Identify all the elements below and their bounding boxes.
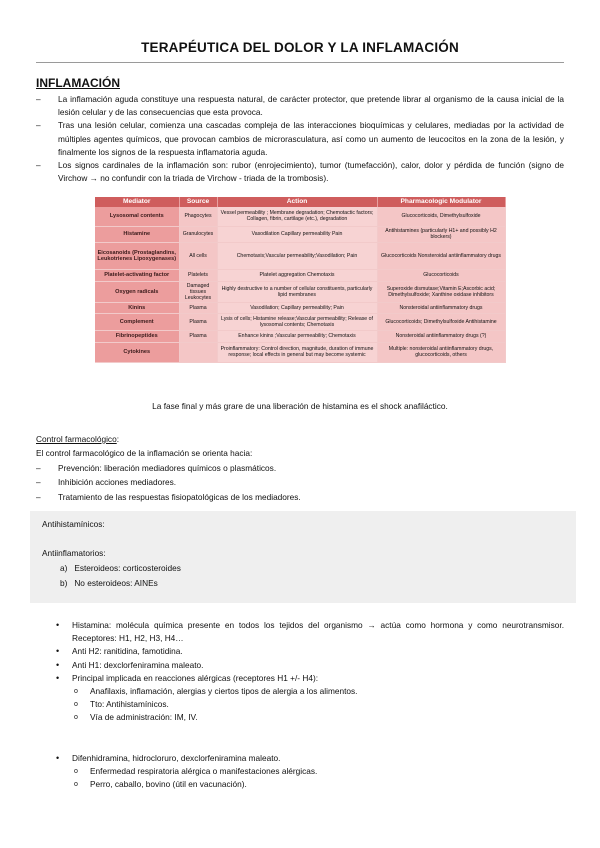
list-item: • Histamina: molécula química presente en todos los tejidos del organismo → actúa como hormona y como neurotransmisor. Receptores: H1, H2, H3, H4…: [56, 620, 564, 644]
mediator-cell: Lysosomal contents: [95, 207, 179, 226]
steroidal-item: a) Esteroideos: corticosteroides: [60, 563, 181, 573]
modulator-cell: Nonsteroidal antiinflammatory drugs: [377, 302, 505, 313]
modulator-cell: Antihistamines (particularly H1+ and possibly H2 blockers): [377, 226, 505, 242]
antiinflammatories-label: Antiinflamatorios:: [42, 548, 106, 558]
page-title: TERAPÉUTICA DEL DOLOR Y LA INFLAMACIÓN: [141, 40, 459, 55]
source-cell: Platelets: [179, 269, 217, 281]
dash-marker: –: [36, 94, 41, 104]
list-item: – Inhibición acciones mediadores.: [36, 477, 177, 488]
modulator-cell: Glucocorticoids: [377, 269, 505, 281]
table-row: [95, 207, 505, 226]
action-cell: Enhance kinins ;Vascular permeability; Chemotaxis: [217, 330, 377, 342]
list-item: • Anti H1: dexclorfeniramina maleato.: [56, 659, 204, 670]
mediator-cell: Fibrinopeptides: [95, 330, 179, 342]
figure-caption: La fase final y más grare de una liberación de histamina es el shock anafiláctico.: [152, 401, 448, 411]
source-cell: Plasma: [179, 330, 217, 342]
table-body: [95, 207, 505, 362]
list-item: • Anti H2: ranitidina, famotidina.: [56, 646, 183, 657]
sub-list-item: o Perro, caballo, bovino (útil en vacunación).: [74, 779, 247, 790]
list-item: • Principal implicada en reacciones alérgicas (receptores H1 +/- H4):: [56, 672, 319, 683]
dash-marker: –: [36, 160, 41, 171]
header-source: Source: [179, 197, 217, 207]
action-cell: Vasodilation; Capillary permeability; Pain: [217, 302, 377, 313]
action-cell: Platelet aggregation Chemotaxis: [217, 269, 377, 281]
antihistamine-drugs-list: [56, 752, 564, 792]
table-row: [95, 269, 505, 281]
control-intro: El control farmacológico de la inflamación se orienta hacia:: [36, 448, 253, 459]
action-cell: Vessel permeability ; Membrane degradation; Chemotactic factors; Collagen, fibrin, cartilage (etc.), degradation: [217, 207, 377, 226]
mediator-cell: Eicosanoids (Prostaglandins, Leukotrienes Lipoxygenases): [95, 242, 179, 269]
modulator-cell: Nonsteroidal antiinflammatory drugs (?): [377, 330, 505, 342]
control-heading: Control farmacológico: [36, 434, 117, 444]
header-action: Action: [217, 197, 377, 207]
mediator-cell: Cytokines: [95, 342, 179, 362]
intro-list: [36, 93, 564, 185]
mediator-cell: Oxygen radicals: [95, 281, 179, 302]
sub-list-item: o Tto: Antihistamínicos.: [74, 699, 169, 710]
table-row: [95, 313, 505, 330]
action-cell: Chemotaxis;Vascular permeability;Vasodilation; Pain: [217, 242, 377, 269]
title-divider: [36, 62, 564, 63]
modulator-cell: Superoxide dismutase;Vitamin E;Ascorbic acid; Dimethylsulfoxide; Xanthine oxidase inhibitors: [377, 281, 505, 302]
source-cell: Damaged tissues Leukocytes: [179, 281, 217, 302]
source-cell: All cells: [179, 242, 217, 269]
control-section: Control farmacológico: El control farmacológico de la inflamación se orienta hacia: – Prevención: liberación mediadores químicos o plasmáticos. – Inhibición acciones mediadores. – Tratamiento de las respuestas fisiopatológicas de los mediadores.: [36, 432, 564, 504]
modulator-cell: Glucocorticoids, Dimethylsulfoxide: [377, 207, 505, 226]
action-cell: Lysis of cells; Histamine release;Vascular permeability; Release of lysosomal contents; Chemotaxis: [217, 313, 377, 330]
action-cell: Vasodilation Capillary permeability Pain: [217, 226, 377, 242]
mediator-cell: Kinins: [95, 302, 179, 313]
section-heading: INFLAMACIÓN: [36, 76, 120, 90]
source-cell: Granulocytes: [179, 226, 217, 242]
sub-list-item: o Vía de administración: IM, IV.: [74, 712, 198, 723]
table-row: [95, 242, 505, 269]
mediator-cell: Complement: [95, 313, 179, 330]
list-item: – Tratamiento de las respuestas fisiopatológicas de los mediadores.: [36, 491, 301, 502]
antihistamines-label: Antihistamínicos:: [42, 519, 105, 529]
table-row: [95, 342, 505, 362]
drug-classes-box: [30, 511, 576, 603]
list-item: – La inflamación aguda constituye una respuesta natural, de carácter protector, que pretende librar al organismo de la causa inicial de la lesión celular y de las consecuencias que esta provoca.: [36, 94, 564, 118]
mediator-cell: Histamine: [95, 226, 179, 242]
list-item: • Difenhidramina, hidrocloruro, dexclorfeniramina maleato.: [56, 753, 281, 763]
list-item: – Tras una lesión celular, comienza una cascadas compleja de las interacciones bioquímicas y celulares, mediadas por la actividad de múltiples agentes químicos, que provocan cambios de microrasculatura, así como un aumento de leucocitos en la zona de la lesión, y finalmente los signos de la respuesta inflamatoria aguda.: [36, 120, 564, 157]
histamine-list: [56, 619, 564, 725]
modulator-cell: Glucocorticoids Nonsteroidal antiinflammatory drugs: [377, 242, 505, 269]
modulator-cell: Glucocorticoids; Dimethylsulfoxide Antihistamine: [377, 313, 505, 330]
list-item: – Prevención: liberación mediadores químicos o plasmáticos.: [36, 462, 277, 473]
sub-list-item: o Enfermedad respiratoria alérgica o manifestaciones alérgicas.: [74, 766, 318, 777]
source-cell: Plasma: [179, 302, 217, 313]
header-modulator: Pharmacologic Modulator: [377, 197, 505, 207]
source-cell: Phagocytes: [179, 207, 217, 226]
mediators-table: [95, 197, 506, 363]
dash-marker: –: [36, 120, 41, 131]
table-row: [95, 302, 505, 313]
action-cell: Proinflammatory: Control direction, magnitude, duration of immune response; local effects in general but may become systemic: [217, 342, 377, 362]
mediator-cell: Platelet-activating factor: [95, 269, 179, 281]
source-cell: Plasma: [179, 313, 217, 330]
header-mediator: Mediator: [95, 197, 179, 207]
table-header-row: [95, 197, 505, 207]
table-row: [95, 330, 505, 342]
action-cell: Highly destructive to a number of cellular constituents, particularly lipid membranes: [217, 281, 377, 302]
table-row: [95, 226, 505, 242]
table-row: [95, 281, 505, 302]
source-cell: [179, 342, 217, 362]
sub-list-item: o Anafilaxis, inflamación, alergias y ciertos tipos de alergia a los alimentos.: [74, 686, 358, 697]
nonsteroidal-item: b) No esteroideos: AINEs: [60, 578, 158, 588]
list-item: – Los signos cardinales de la inflamación son: rubor (enrojecimiento), tumor (tumefacción), calor, dolor y pérdida de función (signo de Virchow → no confundir con la triada de Virchow - triada de la trombosis).: [36, 160, 564, 184]
modulator-cell: Multiple: nonsteroidal antiinflammatory drugs, glucocorticoids, others: [377, 342, 505, 362]
